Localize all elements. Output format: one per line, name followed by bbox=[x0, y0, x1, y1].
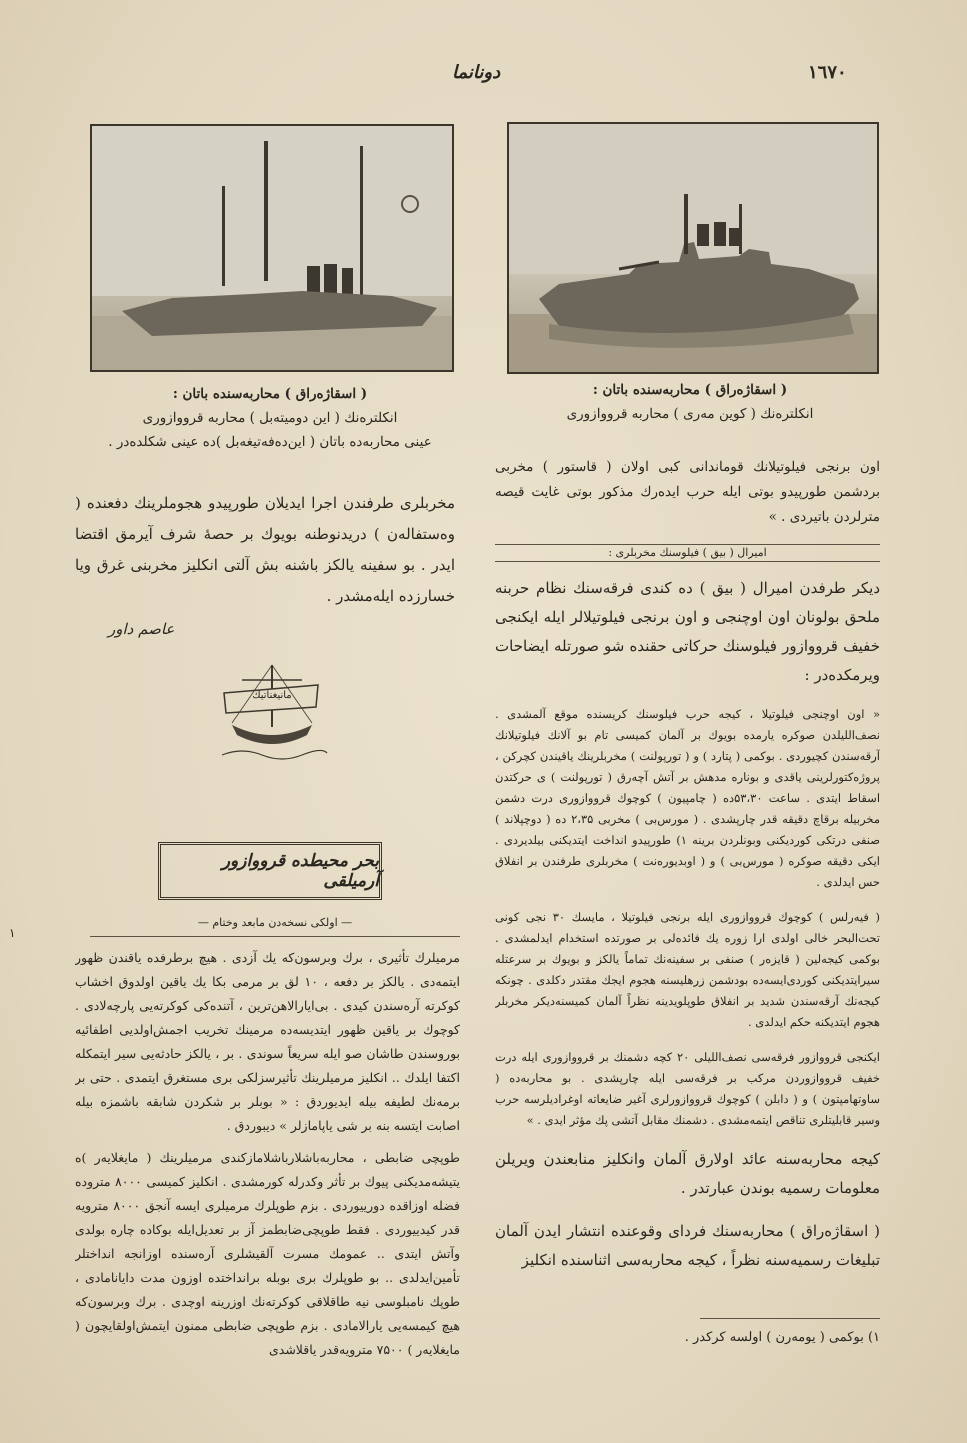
article-title: بحر محیطده قرووازور آرمیلقی bbox=[221, 851, 379, 891]
caption-right-line1: ( اسقاژه‌راق ) محاربه‌سنده باتان : bbox=[592, 382, 788, 398]
right-paragraph-4: ( فیه‌رلس ) كوچوك قرووازوری ایله برنجی فیلوتیلا ، مایسك ۳۰ نجی كونی تحت‌البحر خالی اولدی ارا زوره یك فائده‌لی بر صورتده استخدام ایدلمشدی . بوكمی كیجه‌لین ( قایزه‌ر ) صنفی بر سفینه‌نك تماماً یالكز و بویوك بر سرعتله سیرایتدیكنی كوردی‌ایسه‌ده بودشمن زرهلیسنه هجوم ایجك مقتدر دكلدی . چونكه كیجه‌نك آرقه‌سندن شدید بر انفلاق طوپلویدینه نظراً آلمان كمیسنه‌دیكر مخربلر هجوم ایتدیكنه حكم ایدلدی . bbox=[495, 910, 880, 1029]
right-paragraph-3: « اون اوچنجی فیلوتیلا ، كیجه حرب فیلوسنك كریسنده موقع آلمشدی . نصف‌اللیلدن صوكره یارمده بویوك بر آلمان كمیسی تام بو آلانك فیلوتیلانك آرقه‌سندن كچیوردی . بوكمی ( پتارد ) و ( تورپولنت ) مخربلرینك یاقیندن كچركن ، پروژه‌كتورلرینی یاقدی و بوناره مدهش بر آتش آچه‌رق ( تورپولنت ) ی حركتدن اسقاط ایتدی . ساعت ۵۳،۳۰ده ( چامپیون ) كوچوك قرووازوری درت دشمن مخربیله برقاچ دقیقه قدر چارپشدی . ( مورس‌بی ) مخربی ۲،۳۵ ده ( دوچپلاند ) صنفی درتكی كوردیكنی وبونلردن برینه ۱) طورپیدو انداخت ایتدیكنی بیلدیردی . ایكی دقیقه صوكره ( مورس‌بی ) و ( اوبدیوره‌نت ) مخربلری طرفندن بر انفلاق حس ایدلدی . bbox=[495, 707, 880, 889]
right-subhead: امیرال ( بیق ) فیلوسنك مخربلری : bbox=[495, 544, 880, 562]
right-paragraph-2: دیكر طرفدن امیرال ( بیق ) ده كندی فرقه‌سنك نظام حربنه ملحق بولونان اون اوچنجی و اون برنجی فیلوتیلالر ایله ایكنجی خفیف قرووازور فیلوسنك حركاتی حقنده شو صورتله ایضاحات ویرمكده‌در : bbox=[495, 579, 880, 684]
left-column-bottom bbox=[75, 946, 460, 1376]
right-paragraph-5: ایكنجی قرووازور فرقه‌سی نصف‌اللیلی ۲۰ كچه دشمنك بر قرووازوری ایله درت خفیف قرووازوردن مركب بر فرقه‌سی ایله چارپشدی . بو محاربه‌ده ( ساوتهامپتون ) و ( دابلن ) كوچوك قرووازورلری آغیر ضایعاته اوغرادیلرسه حرب وسیر قابلیتلری تناقص ایتمه‌مشدی . دشمنك مقابل آتشی پك مؤثر ایدی . » bbox=[495, 1050, 880, 1127]
photo-caption-left bbox=[85, 382, 455, 454]
caption-left-line3: عینی محاربه‌ده باتان ( این‌ده‌فه‌تیغه‌بل )ده عینی شكلده‌در . bbox=[108, 434, 432, 450]
battleship-photo-left bbox=[90, 124, 454, 372]
page-number: ١٦٧٠ bbox=[808, 62, 847, 83]
caption-right-line2: انكلتره‌نك ( كوين مه‌ری ) محاربه قرووازوری bbox=[566, 406, 814, 422]
right-column bbox=[495, 455, 880, 1385]
battleship-photo-right bbox=[507, 122, 879, 374]
battleship-queen-mary-image bbox=[509, 124, 877, 372]
footnote-rule bbox=[700, 1318, 880, 1319]
caption-left-line2: انكلتره‌نك ( این دومیته‌بل ) محاربه قرووازوری bbox=[142, 410, 398, 426]
left-paragraph-3: طوپچی ضابطی ، محاربه‌باشلارباشلامازكندی مرمیلرینك ( مایغلایه‌ر )ه یتیشه‌مدیكنی پیوك بر تأثر وكدرله كورمشدی . انكلیز كمیسی ۸۰۰۰ متروده فضله اوزاقده دورییوردی . بزم طوپلرك مرمیلری ایسه آنجق ۸۰۰۰ مترویه قدر كیدییوردی . فقط طوپچی‌ضابطمز آز بر تعدیل‌ایله بوكاده چاره بولدی وآتش ایتدی .. عمومك مسرت آلقیشلری آره‌سنده اوزانجه انداختلر تأمین‌ایدلدی .. بو طوپلرك بری بوبله برانداختده اوزون مدت دایانامادی ، طوپك نامبلوسی نیه طاقلاقی كوكرته‌نك اوزرینه اوچدی . برك وبرسون‌كه هیچ كیمسه‌یی یارالامادی . بزم طوپچی ضابطی ممنون ایتمش‌اولقایچون ( مایغلایه‌ر ) ۷۵۰۰ مترویه‌قدر یاقلاشدی bbox=[75, 1150, 460, 1357]
ship-emblem-icon bbox=[212, 655, 330, 767]
right-paragraph-6: كیجه محاربه‌سنه عائد اولارق آلمان وانكلیز منابعندن ویریلن معلومات رسمیه بوندن عبارتدر . bbox=[495, 1150, 880, 1197]
margin-mark: ١ bbox=[9, 926, 16, 940]
page-title: دونانما bbox=[452, 62, 501, 83]
right-paragraph-1: اون برنجی فیلوتیلانك قوماندانی كبی اولان ( قاستور ) مخربی بردشمن طورپیدو بوتی ایله حرب ایده‌رك مذكور بوتی غایت قیصه مترلردن باتیردی . » bbox=[495, 459, 880, 525]
emblem-banner-text: مانیغناتیك bbox=[252, 690, 292, 701]
photo-caption-right bbox=[500, 378, 880, 426]
left-paragraph-1: مخربلری طرفندن اجرا ایدیلان طورپیدو هجوملرینك دفعنده ( وه‌ستفالەن ) دریدنوطنه بویوك بر حصهٔ شرف آیرمق اقتضا ایدر . بو سفینه یالكز باشنه بش آلتی انكلیز مخربنی غرق ویا خسارزده ایله‌مشدر . bbox=[75, 494, 455, 605]
left-column-top bbox=[75, 488, 455, 626]
ship-emblem-drawing bbox=[212, 655, 330, 767]
footnote: ۱) بوكمی ( یومه‌رن ) اولسه كركدر . bbox=[684, 1330, 880, 1345]
article-subtitle-rule bbox=[90, 936, 460, 937]
caption-left-line1: ( اسقاژه‌راق ) محاربه‌سنده باتان : bbox=[172, 386, 368, 402]
article-title-box bbox=[158, 842, 382, 900]
right-paragraph-7: ( اسقاژه‌راق ) محاربه‌سنك فردای وقوعنده انتشار ایدن آلمان تبلیغات رسمیه‌سنه نظراً ، كیجه محاربه‌سی اثناسنده انكلیز bbox=[495, 1222, 880, 1269]
author-signature: عاصم داور bbox=[108, 620, 175, 638]
battleship-indomitable-image bbox=[92, 126, 452, 370]
article-subtitle: — اولكی نسخه‌دن مابعد وختام — bbox=[197, 916, 353, 929]
left-paragraph-2: مرمیلرك تأثیری ، برك وبرسون‌كه یك آزدی . هیچ برطرفده یاقندن ظهور ایتمه‌دی . یالكز بر دفعه ، ۱۰ لق بر مرمی بكا یك یاقین اولدوق اخشاب كوكرته آره‌سندن كیدی . بی‌ایارالاهن‌ترین ، آتنده‌كی كوكرته‌یی پارچه‌لادی . كوچوك بر یاقین ظهور ایتدیسه‌ده مرمینك تخریب اجمش‌اولدیی اطفائیه بوروسندن طاشان صو ایله سریعاً سوندی . بر ، یالكز حادثه‌یی سیر ایتمكله اكتفا ایلدك .. انكلیز مرمیلرینك تأثیر‌سزلكی بری مستغرق ایتمدی . حتی بر برمه‌نك لطیفه بیله ایدیوردق : « بوبلر بر شكردن شابقه باشمزه بیله اصابت ایتسه بنه بر شی یاپامازلر » دیبوردق . bbox=[75, 950, 460, 1133]
